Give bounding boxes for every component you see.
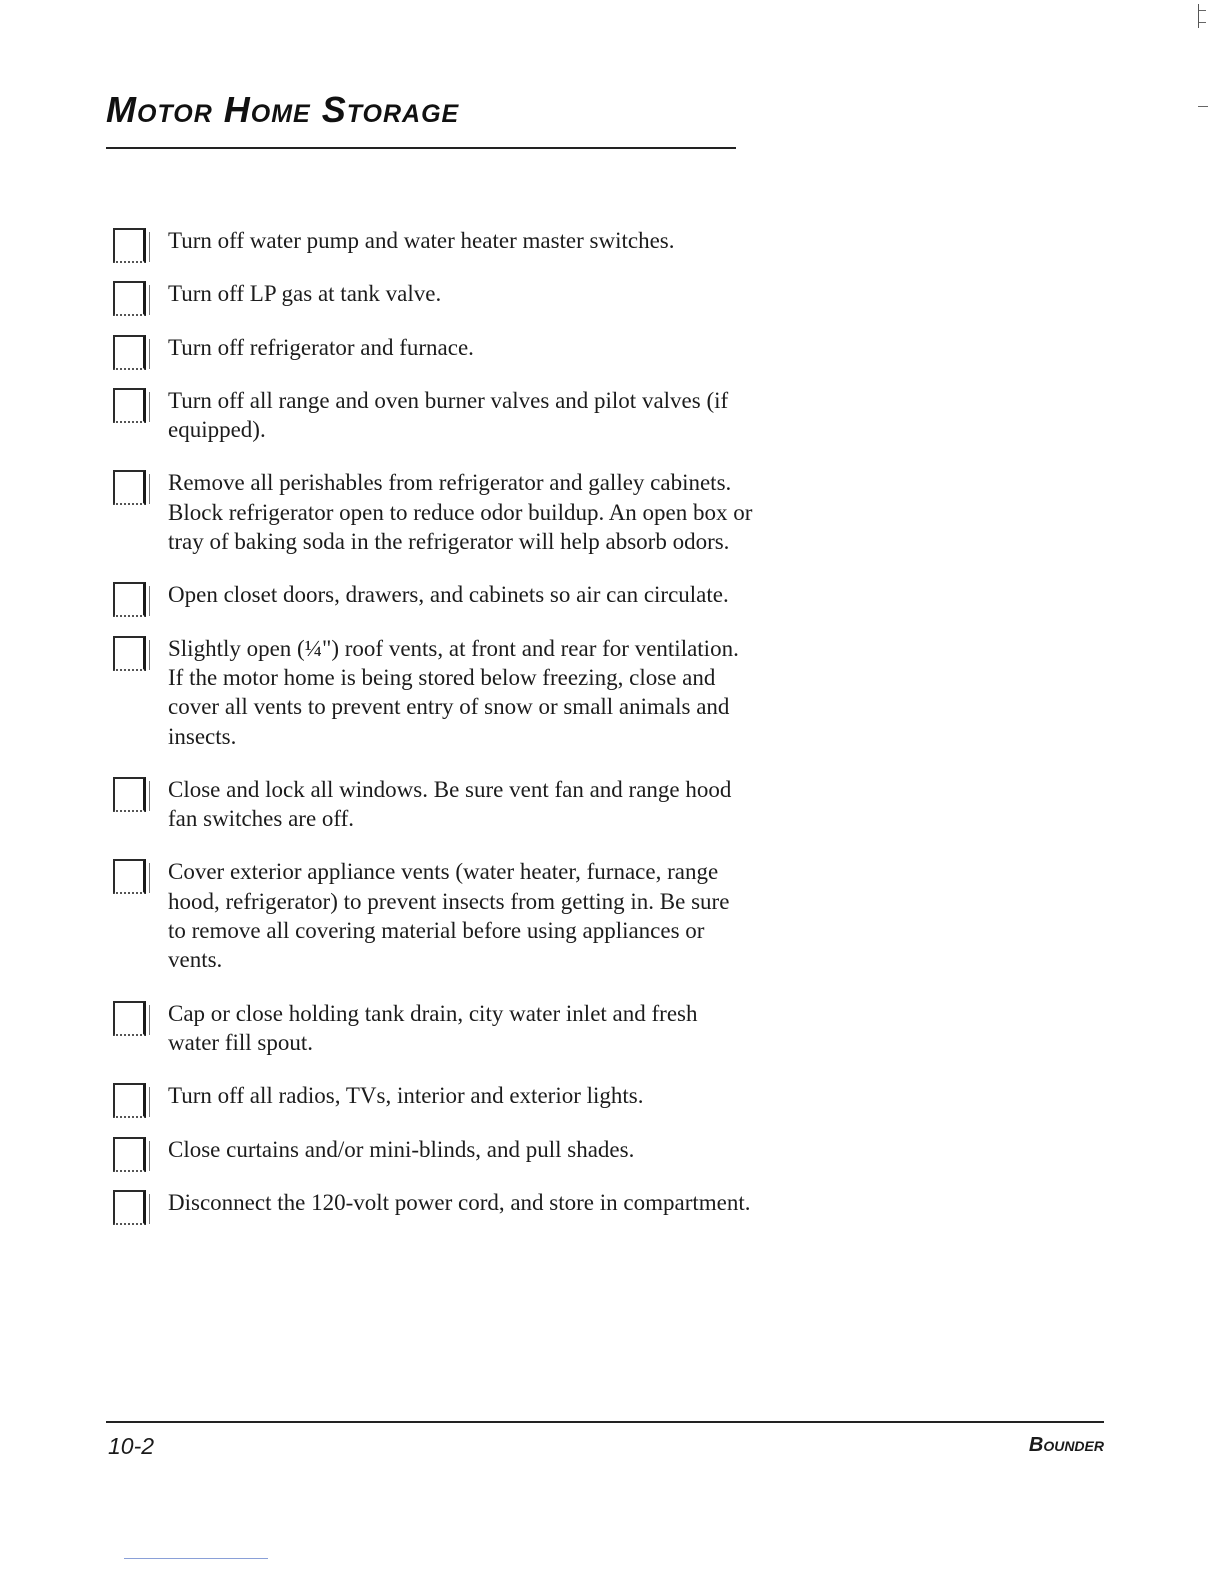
checklist-item-text: Turn off all range and oven burner valves and pilot valves (if equipped).: [168, 387, 729, 443]
scan-edge-mark: [1198, 106, 1208, 107]
checklist-item-text: Turn off all radios, TVs, interior and exterior lights.: [168, 1083, 644, 1109]
checklist-item: [113, 333, 753, 362]
checklist-item-text: Close curtains and/or mini-blinds, and pull shades.: [168, 1136, 635, 1162]
checklist-item: [113, 1135, 753, 1164]
checklist-item-text: Slightly open (¼") roof vents, at front and rear for ventilation. If the motor home is being stored below freezing, close and cover all vents to prevent entry of snow or small animals and insects.: [168, 635, 739, 749]
checklist-item-text: Cover exterior appliance vents (water heater, furnace, range hood, refrigerator) to prevent insects from getting in. Be sure to remove all covering material before using appliances or vents.: [168, 859, 730, 973]
scan-edge-mark: [1198, 4, 1207, 28]
checklist-item-text: Turn off refrigerator and furnace.: [168, 334, 474, 360]
checklist-item: [113, 775, 753, 834]
checklist-item: [113, 999, 753, 1058]
checklist-item: [113, 468, 753, 556]
checkbox[interactable]: [113, 582, 146, 617]
page-title: Motor Home Storage: [106, 89, 460, 130]
checklist-item: [113, 1188, 753, 1217]
checklist-item: [113, 386, 753, 445]
checklist-item: [113, 857, 753, 974]
page-number: 10-2: [108, 1433, 155, 1459]
checkbox[interactable]: [113, 228, 146, 263]
checkbox[interactable]: [113, 388, 146, 423]
checkbox[interactable]: [113, 470, 146, 505]
checkbox[interactable]: [113, 1001, 146, 1036]
checklist-item-text: Cap or close holding tank drain, city water inlet and fresh water fill spout.: [168, 1000, 698, 1055]
checklist-item-text: Turn off LP gas at tank valve.: [168, 281, 442, 307]
checklist-item: [113, 226, 753, 255]
checklist-item-text: Open closet doors, drawers, and cabinets so air can circulate.: [168, 582, 729, 608]
checklist-item-text: Remove all perishables from refrigerator and galley cabinets. Block refrigerator open to reduce odor buildup. An open box or tray of baking soda in the refrigerator will help absorb odors.: [168, 470, 753, 555]
checklist-item: [113, 1081, 753, 1110]
checkbox[interactable]: [113, 636, 146, 671]
checklist-item: [113, 279, 753, 308]
checkbox[interactable]: [113, 1190, 146, 1225]
checkbox[interactable]: [113, 281, 146, 316]
footer-divider: [106, 1421, 1104, 1423]
checkbox[interactable]: [113, 1083, 146, 1118]
checklist-item-text: Close and lock all windows. Be sure vent fan and range hood fan switches are off.: [168, 776, 732, 832]
checklist-item: [113, 580, 753, 609]
scan-edge-mark: [124, 1558, 268, 1559]
manual-name: Bounder: [1028, 1434, 1104, 1456]
checkbox[interactable]: [113, 335, 146, 370]
title-divider: [106, 147, 736, 149]
checklist-item-text: Disconnect the 120-volt power cord, and store in compartment.: [168, 1189, 751, 1215]
checklist-item-text: Turn off water pump and water heater master switches.: [168, 228, 675, 253]
checkbox[interactable]: [113, 859, 146, 894]
checklist-item: [113, 634, 753, 751]
checkbox[interactable]: [113, 1137, 146, 1172]
storage-checklist: [113, 226, 753, 1241]
checkbox[interactable]: [113, 777, 146, 812]
